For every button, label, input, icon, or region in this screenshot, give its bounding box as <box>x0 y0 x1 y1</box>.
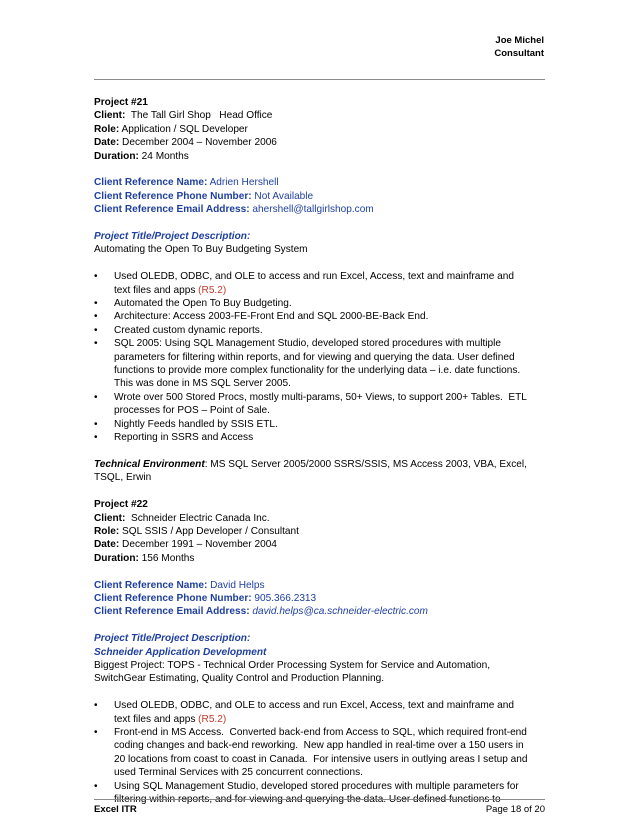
date-line: Date: December 2004 – November 2006 <box>94 137 277 149</box>
date-line: Date: December 1991 – November 2004 <box>94 539 277 551</box>
list-item: • Architecture: Access 2003-FE-Front End and SQL 2000-BE-Back End. <box>94 311 429 323</box>
author-name: Joe Michel <box>495 35 544 46</box>
project-heading: Project #22 <box>94 499 148 511</box>
list-item: • Used OLEDB, ODBC, and OLE to access and run Excel, Access, text and mainframe and text files and apps (R5.2) <box>94 271 515 296</box>
reference-name-line: Client Reference Name: David Helps <box>94 579 265 591</box>
email-link: ahershell@tallgirlshop.com <box>249 204 374 216</box>
client-line: Client: Schneider Electric Canada Inc. <box>94 512 270 524</box>
header-rule <box>94 79 545 80</box>
bullet-list <box>94 699 546 806</box>
revision-tag: (R5.2) <box>198 713 227 725</box>
list-item: • SQL 2005: Using SQL Management Studio, developed stored procedures with multiple parameters for filtering within reports, and for viewing and querying the data. User defined functions to provide more complex functionality for the underlying data – i.e. date functions. This was done in MS SQL Server 2005. <box>94 338 521 390</box>
list-item: • Automated the Open To Buy Budgeting. <box>94 298 292 310</box>
role-line: Role: Application / SQL Developer <box>94 123 248 135</box>
footer-document-name: Excel ITR <box>94 804 137 815</box>
reference-phone-line: Client Reference Phone Number: Not Available <box>94 190 314 202</box>
author-title: Consultant <box>494 48 544 59</box>
technical-environment: Technical Environment: MS SQL Server 2005/2000 SSRS/SSIS, MS Access 2003, VBA, Excel, <box>94 458 527 470</box>
reference-email-line: Client Reference Email Address: ahershell@tallgirlshop.com <box>94 204 374 216</box>
description-text: Biggest Project: TOPS - Technical Order Processing System for Service and Automation, <box>94 659 491 671</box>
reference-phone-line: Client Reference Phone Number: 905.366.2313 <box>94 592 317 604</box>
role-line: Role: SQL SSIS / App Developer / Consultant <box>94 525 299 537</box>
page-number: Page 18 of 20 <box>485 804 545 815</box>
list-item: • Using SQL Management Studio, developed stored procedures with multiple parameters for filtering within reports, and for viewing and querying the data. User defined functions to <box>94 780 519 805</box>
bullet-list <box>94 270 546 444</box>
list-item: • Wrote over 500 Stored Procs, mostly multi-params, 50+ Views, to support 200+ Tables. ETL processes for POS – Point of Sale. <box>94 391 527 417</box>
page-content <box>94 96 546 806</box>
list-item: • Reporting in SSRS and Access <box>94 432 254 444</box>
email-link: david.helps@ca.schneider-electric.com <box>249 606 428 618</box>
technical-environment-cont: TSQL, Erwin <box>94 472 152 484</box>
revision-tag: (R5.2) <box>198 284 227 296</box>
description-label: Project Title/Project Description: <box>94 231 251 243</box>
description-text: Automating the Open To Buy Budgeting System <box>94 244 308 256</box>
footer-rule <box>94 799 545 800</box>
list-item: • Used OLEDB, ODBC, and OLE to access and run Excel, Access, text and mainframe and text files and apps (R5.2) <box>94 700 515 725</box>
description-text-cont: SwitchGear Estimating, Quality Control and Production Planning. <box>94 673 385 685</box>
description-label: Project Title/Project Description: <box>94 633 251 645</box>
list-item: • Created custom dynamic reports. <box>94 324 263 336</box>
project-heading: Project #21 <box>94 97 148 108</box>
duration-line: Duration: 156 Months <box>94 552 195 564</box>
reference-email-line: Client Reference Email Address: david.helps@ca.schneider-electric.com <box>94 606 428 618</box>
page-header <box>494 34 544 60</box>
reference-name-line: Client Reference Name: Adrien Hershell <box>94 177 279 189</box>
list-item: • Nightly Feeds handled by SSIS ETL. <box>94 418 278 430</box>
duration-line: Duration: 24 Months <box>94 150 189 162</box>
client-line: Client: The Tall Girl Shop Head Office <box>94 110 273 122</box>
description-subtitle: Schneider Application Development <box>94 646 267 658</box>
list-item: • Front-end in MS Access. Converted back-end from Access to SQL, which required front-end coding changes and back-end reworking. New app handled in real-time over a 150 users in 20 locations from coast to coast in Canada. For intensive users in outlying areas I setup and used Terminal Services with 25 concurrent connections. <box>94 726 528 779</box>
